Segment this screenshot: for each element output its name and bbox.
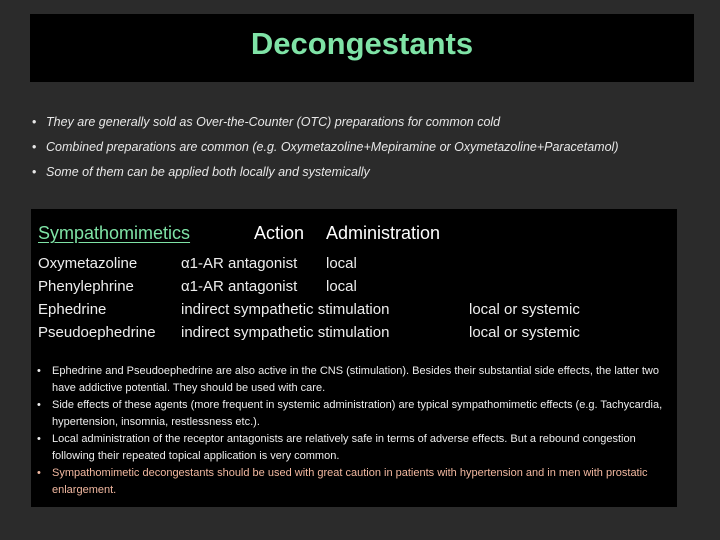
- bullet-glyph: •: [37, 365, 41, 377]
- bullet-glyph: •: [37, 433, 41, 445]
- intro-bullet-text: Combined preparations are common (e.g. Oxymetazoline+Mepiramine or Oxymetazoline+Paracetamol): [46, 140, 619, 154]
- bullet-glyph: •: [37, 467, 41, 479]
- notes-bullet: [31, 397, 677, 431]
- column-header-action: Action: [254, 223, 305, 243]
- drug-name: Pseudoephedrine: [38, 324, 156, 341]
- intro-bullet: [30, 113, 710, 138]
- table-row: [31, 278, 677, 301]
- intro-bullet-text: They are generally sold as Over-the-Counter (OTC) preparations for common cold: [46, 115, 501, 129]
- intro-bullet: [30, 163, 710, 188]
- drug-name: Phenylephrine: [38, 278, 134, 295]
- table-row: [31, 255, 677, 278]
- notes-bullet-text: Sympathomimetic decongestants should be used with great caution in patients with hypertension and in men with prostatic enlargement.: [52, 467, 648, 496]
- intro-bullet-text: Some of them can be applied both locally and systemically: [46, 165, 370, 179]
- content-box: [31, 209, 677, 507]
- drug-name: Ephedrine: [38, 301, 107, 318]
- drug-action: indirect sympathetic stimulation: [181, 324, 390, 341]
- drug-administration: local: [326, 278, 357, 295]
- notes-bullet: [31, 431, 677, 465]
- intro-bullet-list: [30, 113, 710, 188]
- bullet-glyph: •: [32, 115, 37, 129]
- table-heading-sympathomimetics: Sympathomimetics: [38, 223, 191, 243]
- drug-administration: local: [326, 255, 357, 272]
- drug-administration-alt: local or systemic: [469, 324, 580, 341]
- notes-bullet: [31, 363, 677, 397]
- drug-administration-alt: local or systemic: [469, 301, 580, 318]
- title-box: [30, 14, 694, 82]
- intro-bullet: [30, 138, 710, 163]
- bullet-glyph: •: [37, 399, 41, 411]
- drug-action: α1-AR antagonist: [181, 278, 298, 295]
- column-header-administration: Administration: [326, 223, 441, 243]
- table-row: [31, 301, 677, 324]
- drug-action: indirect sympathetic stimulation: [181, 301, 390, 318]
- notes-bullet-warning: [31, 465, 677, 499]
- drug-table: [31, 255, 677, 347]
- drug-action: α1-AR antagonist: [181, 255, 298, 272]
- bullet-glyph: •: [32, 140, 37, 154]
- notes-bullet-list: [31, 363, 677, 499]
- notes-bullet-text: Local administration of the receptor antagonists are relatively safe in terms of adverse effects. But a rebound congestion following their repeated topical application is very common.: [52, 433, 636, 462]
- table-row: [31, 324, 677, 347]
- drug-name: Oxymetazoline: [38, 255, 138, 272]
- notes-bullet-text: Side effects of these agents (more frequent in systemic administration) are typical sympathomimetic effects (e.g. Tachycardia, hypertension, insomnia, restlessness etc.).: [52, 399, 663, 428]
- notes-bullet-text: Ephedrine and Pseudoephedrine are also active in the CNS (stimulation). Besides their substantial side effects, the latter two have addictive potential. They should be used with care.: [52, 365, 659, 394]
- bullet-glyph: •: [32, 165, 37, 179]
- slide-title: Decongestants: [250, 26, 474, 61]
